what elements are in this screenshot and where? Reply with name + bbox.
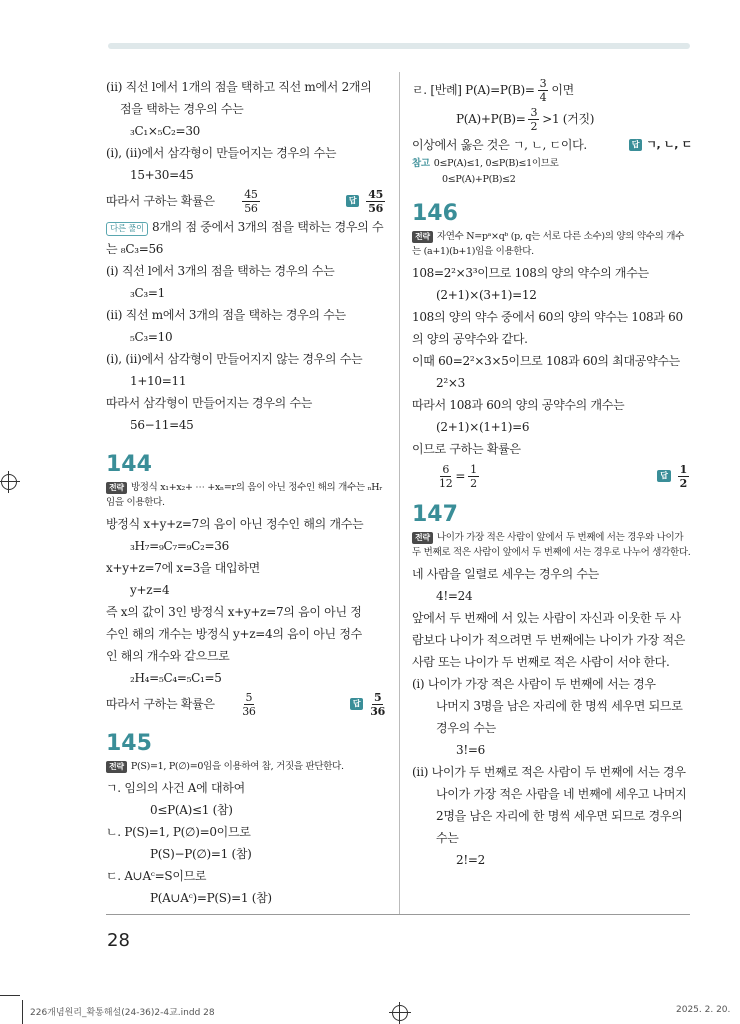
text-line: 사람 또는 나이가 두 번째로 적은 사람이 서야 한다. [412,655,670,669]
text-line: (ⅱ) 직선 m에서 3개의 점을 택하는 경우의 수는 [106,308,346,322]
fraction: $\frac{45}{56}$ [244,187,258,215]
text-line: (ⅰ) 직선 l에서 3개의 점을 택하는 경우의 수는 [106,264,335,278]
formula-line: ₃C₁×₅C₂=30 [130,124,200,138]
formula-line: (2+1)×(3+1)=12 [436,288,537,302]
text-line: (ⅰ), (ⅱ)에서 삼각형이 만들어지는 경우의 수는 [106,146,337,160]
text-line: 람보다 나이가 적으려면 두 번째에는 나이가 가장 적은 [412,633,686,647]
alt-solution-tag: 다른 풀이 [106,222,148,236]
reference-tag: 참고 [412,158,430,169]
formula-line: 3!=6 [456,743,485,757]
formula-line: 1+10=11 [130,374,187,388]
text-line: 인 해의 개수와 같으므로 [106,649,230,663]
fraction: $\frac{5}{36}$ [242,690,256,718]
text-line: 따라서 삼각형이 만들어지는 경우의 수는 [106,396,313,410]
text-line: (ⅰ), (ⅱ)에서 삼각형이 만들어지지 않는 경우의 수는 [106,352,363,366]
answer-fraction: $\frac{45}{56}$ [368,187,383,215]
strategy-tag: 전략 [106,482,127,494]
strategy-tag: 전략 [412,532,433,544]
answer-box [346,188,388,215]
alt-solution-line: 다른 풀이 8개의 점 중에서 3개의 점을 택하는 경우의 수 [106,216,388,238]
right-column [412,76,692,871]
top-accent-bar [108,43,690,49]
strategy-tag: 전략 [412,231,433,243]
text-line: 의 양의 공약수와 같다. [412,332,528,346]
text-line: 즉 x의 값이 3인 방정식 x+y+z=7의 음이 아닌 정 [106,605,362,619]
strategy-note: 전략 방정식 x₁+x₂+ ⋯ +xₙ=r의 음이 아닌 정수인 해의 개수는 ₙHᵣ임을 이용한다. [106,482,383,508]
formula-line: P(S)−P(∅)=1 (참) [150,847,252,861]
text-line: 수는 [436,831,459,845]
reference-note: 참고 0≤P(A)≤1, 0≤P(B)≤1이므로 [412,158,559,169]
page-bottom-rule [106,914,690,915]
answer-box [350,691,388,718]
formula-line: ₂H₄=₅C₄=₅C₁=5 [130,671,222,685]
strategy-note: 전략 나이가 가장 적은 사람이 앞에서 두 번째에 서는 경우와 나이가 두 번째로 적은 사람이 앞에서 두 번째에 서는 경우로 나누어 생각한다. [412,532,691,558]
footer-date: 2025. 2. 20. [676,1005,731,1015]
problem-number: 147 [412,502,458,527]
reference-note-line: 0≤P(A)+P(B)≤2 [442,174,516,185]
answer-fraction: $\frac{1}{2}$ [679,462,687,490]
formula-line: ₃H₇=₉C₇=₉C₂=36 [130,539,229,553]
formula-line: 4!=24 [436,589,473,603]
text-line: 2명을 남은 자리에 한 명씩 세우면 되므로 경우의 [436,809,683,823]
answer-tag: 답 [657,470,670,482]
answer-line: 이상에서 옳은 것은 ㄱ, ㄴ, ㄷ이다. 답 ㄱ, ㄴ, ㄷ [412,134,692,156]
registration-mark-icon [1,474,17,490]
problem-number: 145 [106,731,152,756]
text-line: 나이가 가장 적은 사람을 네 번째에 세우고 나머지 [436,787,687,801]
text-line: 방정식 x+y+z=7의 음이 아닌 정수인 해의 개수는 [106,517,364,531]
text-line: 수인 해의 개수는 방정식 y+z=4의 음이 아닌 정수 [106,627,362,641]
formula-line: ₃C₃=1 [130,286,165,300]
text-line: 이때 60=2²×3×5이므로 108과 60의 최대공약수는 [412,354,680,368]
answer-tag: 답 [346,195,359,207]
formula-line: 56−11=45 [130,418,194,432]
formula-line: 2!=2 [456,853,485,867]
text-line: ㄱ. 임의의 사건 A에 대하여 [106,781,245,795]
answer-fraction: $\frac{5}{36}$ [370,690,385,718]
strategy-note: 전략 P(S)=1, P(∅)=0임을 이용하여 참, 거짓을 판단한다. [106,759,388,774]
text: 따라서 구하는 확률은 [106,193,215,208]
strategy-note: 전략 자연수 N=pᵃ×qᵇ (p, q는 서로 다른 소수)의 양의 약수의 개수는 (a+1)(b+1)임을 이용한다. [412,231,684,257]
probability-line [106,689,388,719]
text-line: 경우의 수는 [436,721,496,735]
problem-number: 144 [106,452,152,477]
problem-number: 146 [412,201,458,226]
formula-line: 2²×3 [436,376,465,390]
text-line: ㄷ. A∪Aᶜ=S이므로 [106,869,207,883]
text-line: 앞에서 두 번째에 서 있는 사람이 자신과 이웃한 두 사 [412,611,681,625]
answer-box: 답 ㄱ, ㄴ, ㄷ [629,134,692,156]
answer-tag: 답 [629,139,642,151]
text-line: ㄹ. [반례] P(A)=P(B)= $\frac{3}{4}$ 이면 [412,76,574,104]
formula-line: (2+1)×(1+1)=6 [436,420,530,434]
fraction: $\frac{3}{2}$ [530,105,538,133]
footer-file-info: 226개념원리_확통해설(24-36)2-4교.indd 28 [30,1008,215,1018]
text-line: 따라서 108과 60의 양의 공약수의 개수는 [412,398,625,412]
strategy-tag: 전략 [106,761,127,773]
answer-box [657,463,692,490]
text-line: 는 ₈C₃=56 [106,242,164,256]
formula-line: P(A)+P(B)= $\frac{3}{2}$ >1 (거짓) [456,105,595,133]
left-column [106,76,388,909]
fraction: $\frac{1}{2}$ [470,462,477,490]
text-line: (ⅱ) 직선 l에서 1개의 점을 택하고 직선 m에서 2개의 [106,80,372,94]
page-number: 28 [107,930,130,951]
formula-line: ₅C₃=10 [130,330,173,344]
formula-line: P(A∪Aᶜ)=P(S)=1 (참) [150,891,272,905]
text-line: 108=2²×3³이므로 108의 양의 약수의 개수는 [412,266,649,280]
registration-mark-icon [392,1005,408,1021]
text-line: 이므로 구하는 확률은 [412,442,521,456]
probability-line: $\frac{6}{12}$ = $\frac{1}{2}$ 답 $\frac{1}{2}$ [412,460,692,492]
text: 따라서 구하는 확률은 [106,696,215,711]
text-line: (ⅰ) 나이가 가장 적은 사람이 두 번째에 서는 경우 [412,677,656,691]
text-line: 나머지 3명을 남은 자리에 한 명씩 세우면 되므로 [436,699,683,713]
text-line: 점을 택하는 경우의 수는 [120,102,244,116]
formula-line: y+z=4 [130,583,170,597]
fraction: $\frac{3}{4}$ [539,76,547,104]
fraction: $\frac{6}{12}$ [439,462,453,490]
text-line: 네 사람을 일렬로 세우는 경우의 수는 [412,567,599,581]
crop-mark [22,1000,23,1024]
crop-mark [0,995,20,996]
text-line: x+y+z=7에 x=3을 대입하면 [106,561,260,575]
text-line: ㄴ. P(S)=1, P(∅)=0이므로 [106,825,251,839]
text-line: (ⅱ) 나이가 두 번째로 적은 사람이 두 번째에 서는 경우 [412,765,686,779]
column-divider [399,72,400,914]
formula-line: 15+30=45 [130,168,194,182]
probability-line [106,186,388,216]
formula-line: 0≤P(A)≤1 (참) [150,803,233,817]
answer-tag: 답 [350,698,363,710]
text-line: 108의 양의 약수 중에서 60의 양의 약수는 108과 60 [412,310,683,324]
